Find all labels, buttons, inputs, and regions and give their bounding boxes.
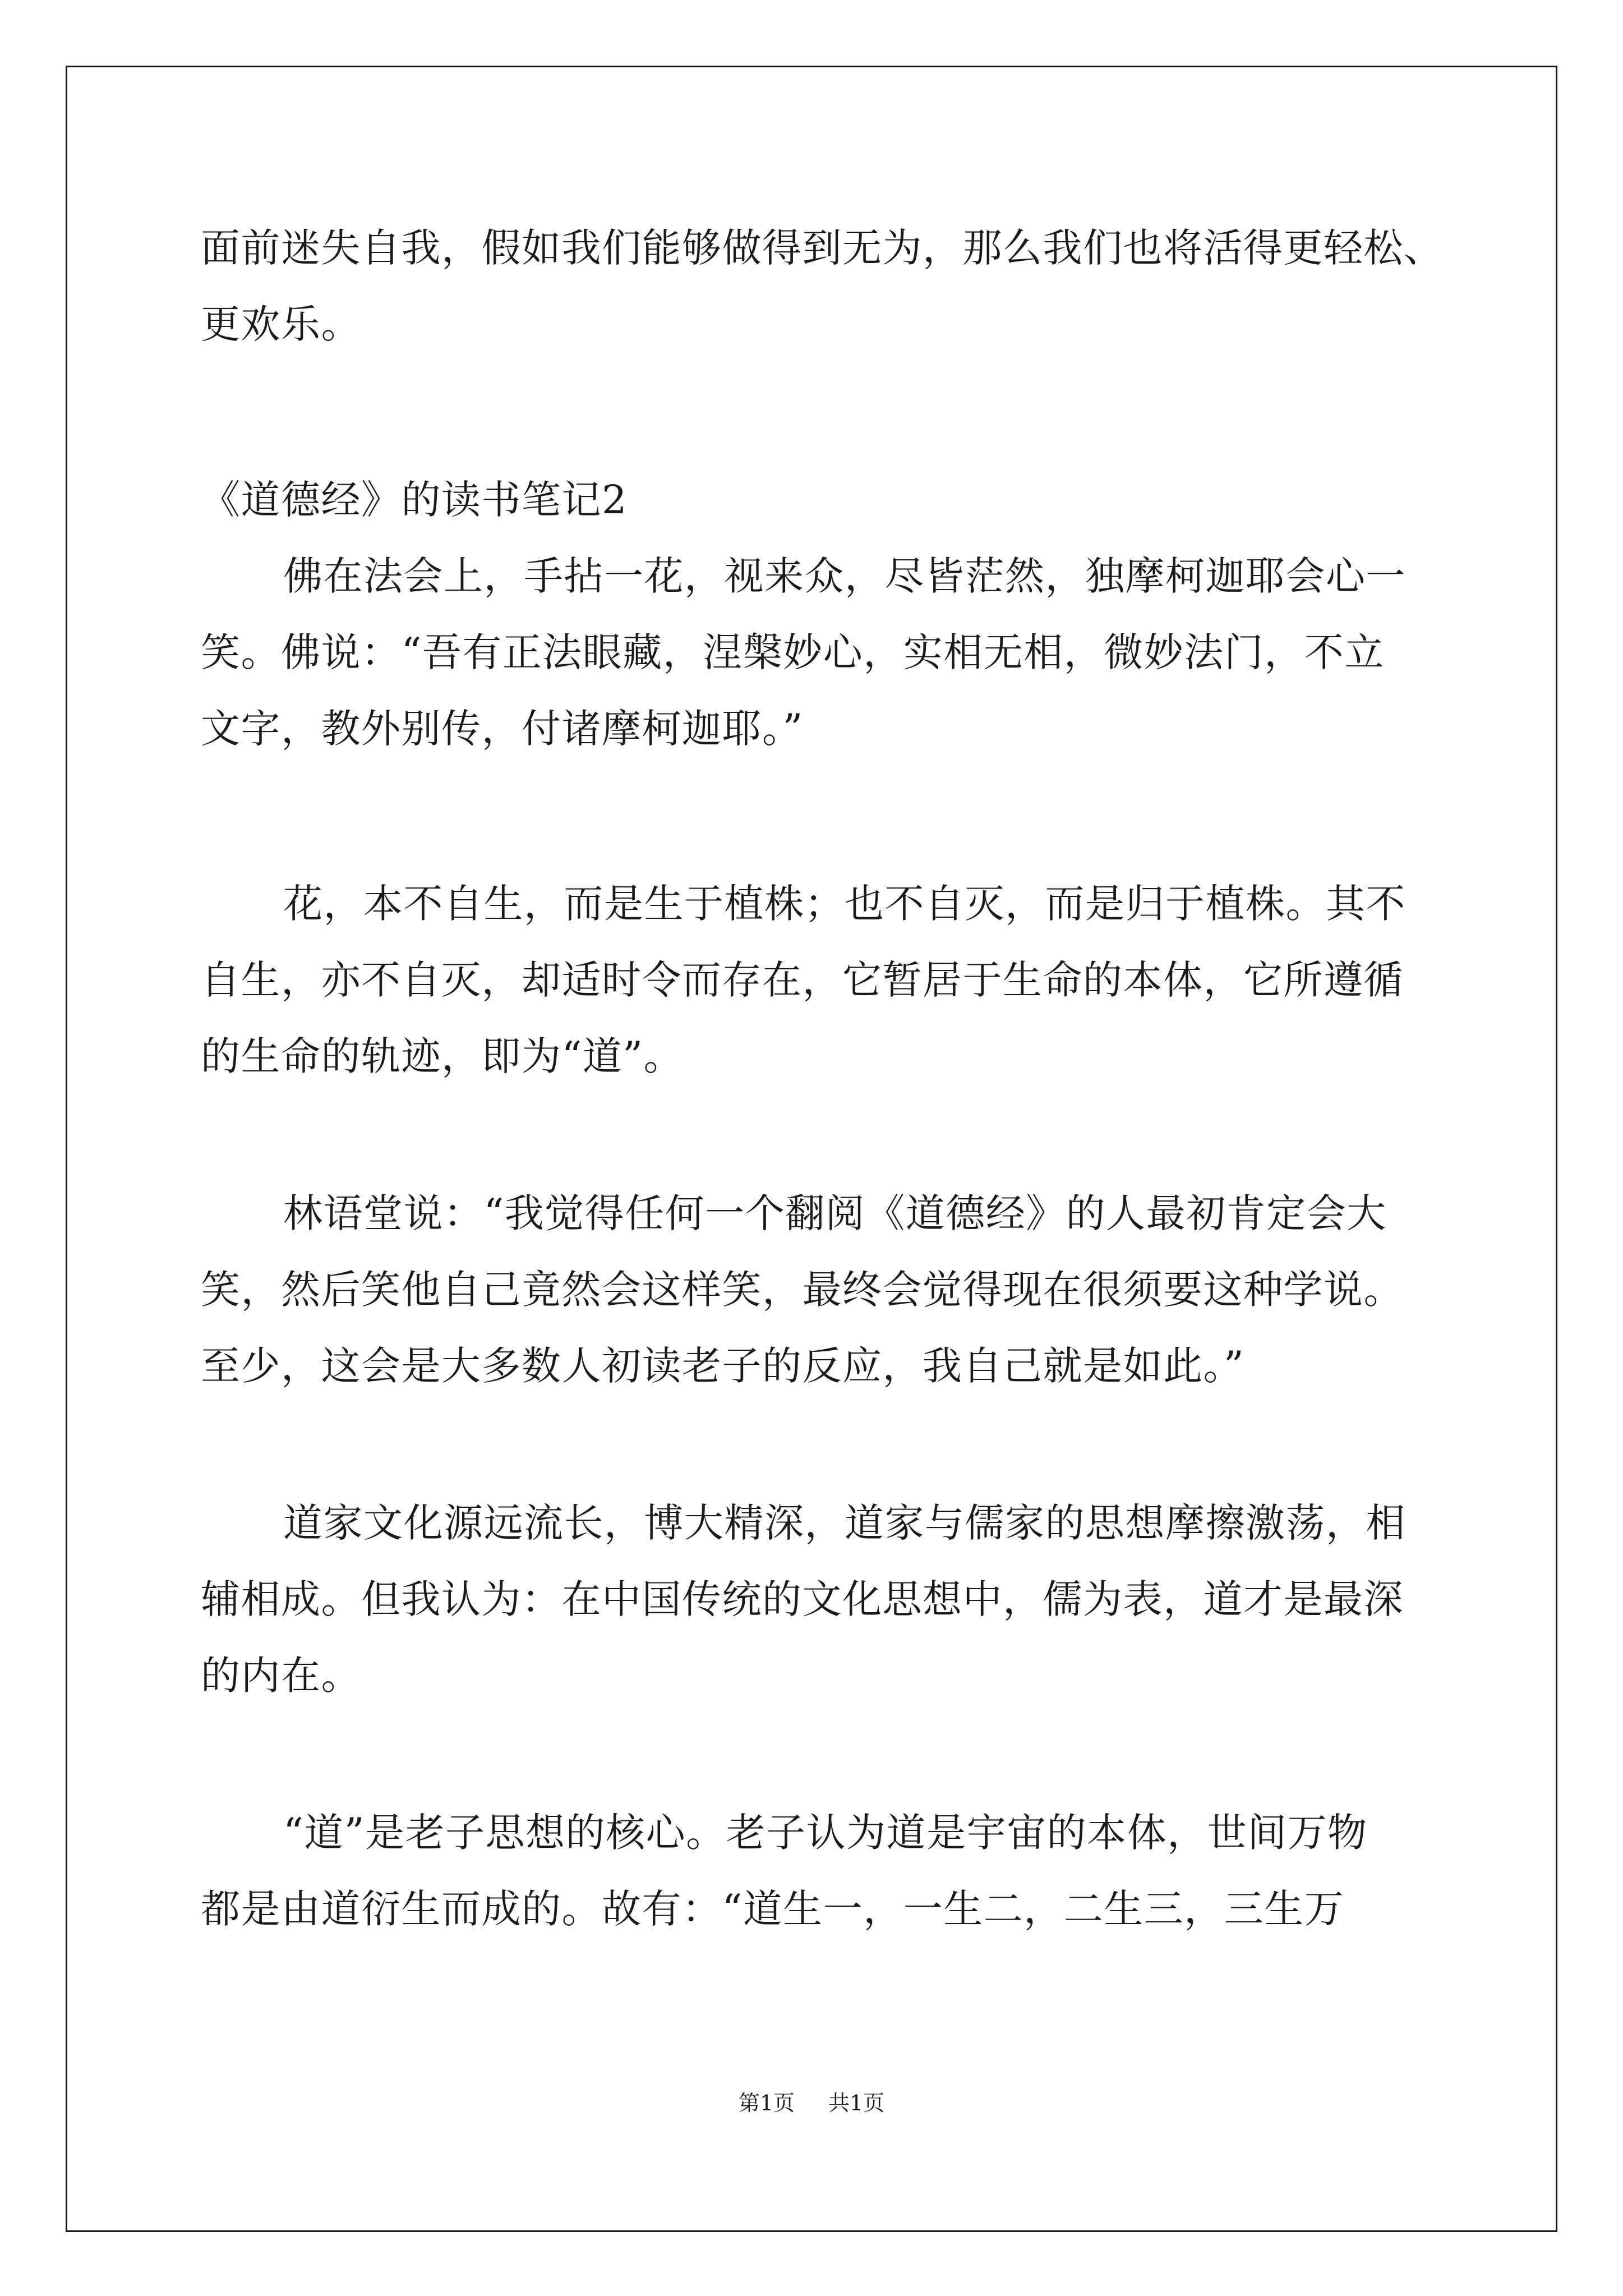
text-line: 文字，教外别传，付诸摩柯迦耶。” xyxy=(201,706,804,752)
text-line: “道”是老子思想的核心。老子认为道是宇宙的本体，世间万物 xyxy=(283,1810,1368,1856)
text-line: 都是由道衍生而成的。故有：“道生一，一生二，二生三，三生万 xyxy=(201,1886,1345,1932)
text-line: 林语堂说：“我觉得任何一个翻阅《道德经》的人最初肯定会大 xyxy=(283,1190,1387,1236)
text-line: 道家文化源远流长，博大精深，道家与儒家的思想摩擦激荡，相 xyxy=(283,1500,1406,1546)
text-line: 自生，亦不自灭，却适时令而存在，它暂居于生命的本体，它所遵循 xyxy=(201,957,1404,1003)
text-line: 笑，然后笑他自己竟然会这样笑，最终会觉得现在很须要这种学说。 xyxy=(201,1267,1404,1313)
section-title: 《道德经》的读书笔记2 xyxy=(201,477,628,523)
text-line: 面前迷失自我，假如我们能够做得到无为，那么我们也将活得更轻松、 xyxy=(201,225,1444,271)
page-number: 第1页 xyxy=(738,2091,795,2115)
page-total: 共1页 xyxy=(828,2091,885,2115)
text-line: 佛在法会上，手拈一花，视来众，尽皆茫然，独摩柯迦耶会心一 xyxy=(283,553,1406,599)
text-line: 至少，这会是大多数人初读老子的反应，我自己就是如此。” xyxy=(201,1343,1245,1389)
text-line: 花，本不自生，而是生于植株；也不自灭，而是归于植株。其不 xyxy=(283,881,1406,927)
text-line: 的内在。 xyxy=(201,1653,361,1699)
text-line: 更欢乐。 xyxy=(201,301,361,347)
text-line: 的生命的轨迹，即为“道”。 xyxy=(201,1033,684,1079)
page-footer xyxy=(0,2092,1623,2114)
text-line: 辅相成。但我认为：在中国传统的文化思想中，儒为表，道才是最深 xyxy=(201,1576,1404,1622)
text-line: 笑。佛说：“吾有正法眼藏，涅槃妙心，实相无相，微妙法门，不立 xyxy=(201,629,1385,675)
